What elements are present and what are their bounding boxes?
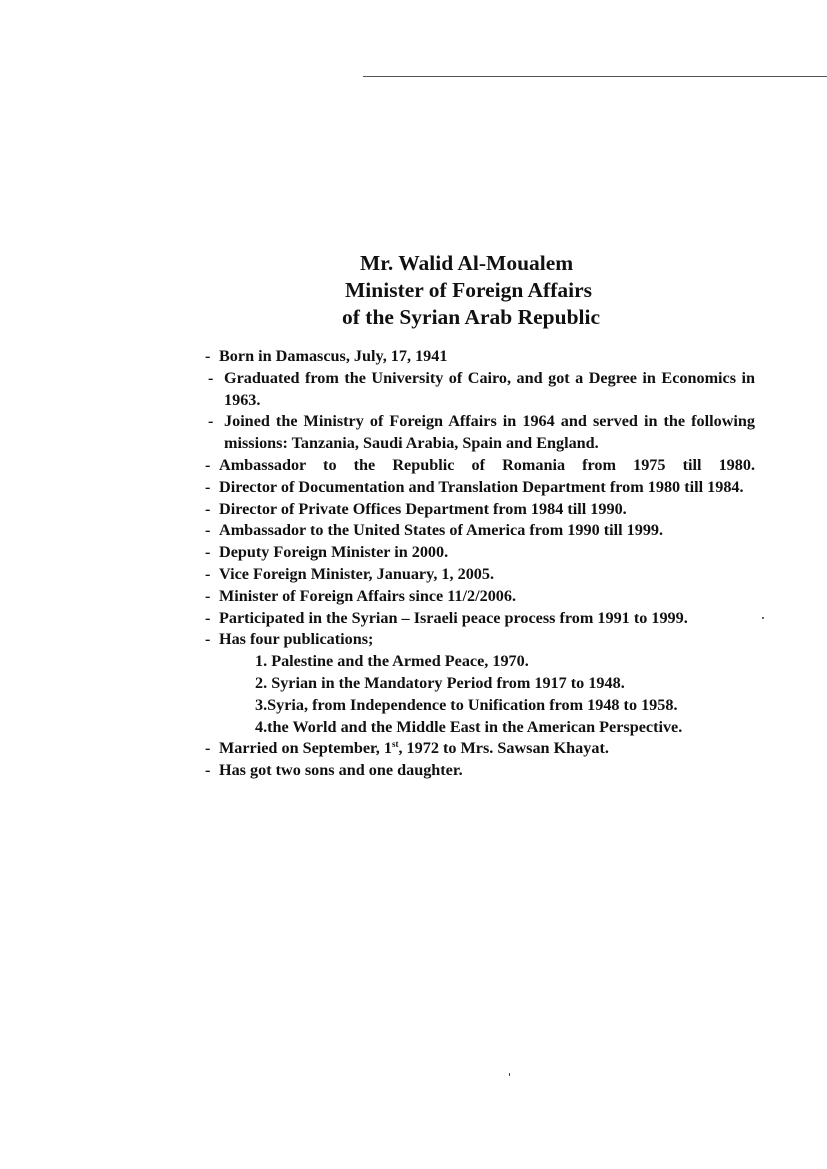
publication-item: 2. Syrian in the Mandatory Period from 1917 to 1948. <box>255 673 625 692</box>
publication-item: 3.Syria, from Independence to Unification from 1948 to 1958. <box>255 695 678 714</box>
top-rule <box>363 76 827 77</box>
publications-list <box>205 651 755 738</box>
publication-item: 1. Palestine and the Armed Peace, 1970. <box>255 652 529 671</box>
bio-item: - Participated in the Syrian – Israeli peace process from 1991 to 1999. <box>205 608 688 627</box>
bio-item: - Deputy Foreign Minister in 2000. <box>205 543 449 562</box>
bio-item: - Born in Damascus, July, 17, 1941 <box>205 347 448 365</box>
scan-speck <box>509 1073 510 1076</box>
bio-item: - Graduated from the University of Cairo, and got a Degree in Economics in 1963. <box>208 368 755 409</box>
header-country: of the Syrian Arab Republic <box>342 305 601 329</box>
header-name: Mr. Walid Al-Moualem <box>360 251 574 275</box>
bio-item-children: - Has got two sons and one daughter. <box>205 761 463 780</box>
bio-item: - Has four publications; <box>205 630 374 649</box>
bio-item: - Vice Foreign Minister, January, 1, 2005. <box>205 564 495 583</box>
bio-item: - Ambassador to the United States of America from 1990 till 1999. <box>205 521 664 540</box>
bio-item: - Joined the Ministry of Foreign Affairs in 1964 and served in the following missions: Tanzania, Saudi Arabia, Spain and England. <box>208 412 755 453</box>
header-title: Minister of Foreign Affairs <box>345 278 593 302</box>
bio-item: - Minister of Foreign Affairs since 11/2/2006. <box>205 586 517 605</box>
bio-item: - Director of Documentation and Translation Department from 1980 till 1984. <box>205 477 744 496</box>
scan-speck <box>762 617 764 619</box>
bio-item-married: - Married on September, 1st, 1972 to Mrs. Sawsan Khayat. <box>205 739 609 758</box>
bio-item: - Director of Private Offices Department from 1984 till 1990. <box>205 499 627 518</box>
bio-item: - Ambassador to the Republic of Romania from 1975 till 1980. <box>205 455 755 474</box>
publication-item: 4.the World and the Middle East in the American Perspective. <box>255 717 683 736</box>
biography <box>205 346 755 782</box>
